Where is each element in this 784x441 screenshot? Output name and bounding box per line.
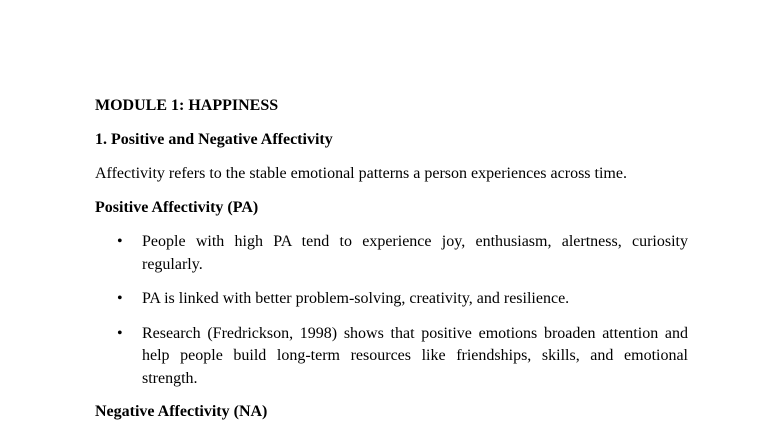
bullet-icon: • [117,233,123,250]
pa-bullet-list [95,231,688,390]
list-item [95,323,688,391]
intro-paragraph: Affectivity refers to the stable emotional patterns a person experiences across time. [95,165,627,182]
pa-heading: Positive Affectivity (PA) [95,199,259,216]
module-title: MODULE 1: HAPPINESS [95,97,279,114]
list-item-text: Research (Fredrickson, 1998) shows that positive emotions broaden attention and help people build long-term resources like friendships, skills, and emotional strength. [142,324,688,387]
list-item [95,231,688,276]
document-page [95,96,688,435]
section-title: 1. Positive and Negative Affectivity [95,131,333,148]
list-item [95,288,688,311]
list-item-text: PA is linked with better problem-solving, creativity, and resilience. [142,290,570,307]
na-heading: Negative Affectivity (NA) [95,403,268,420]
list-item-text: People with high PA tend to experience joy, enthusiasm, alertness, curiosity regularly. [142,233,688,273]
bullet-icon: • [117,290,123,307]
bullet-icon: • [117,324,123,342]
